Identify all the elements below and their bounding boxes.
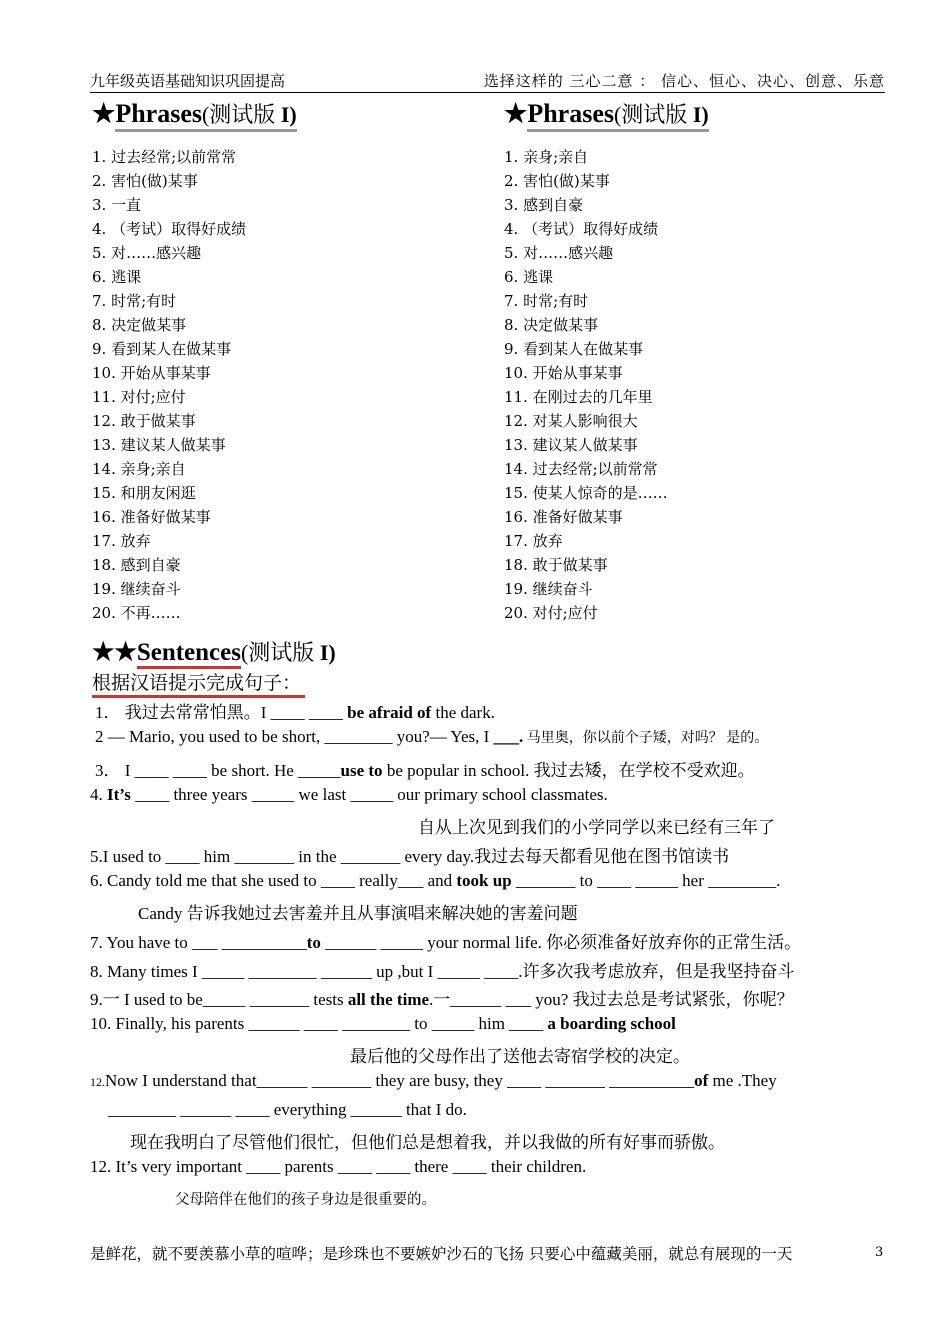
list-item: 14. 亲身;亲自 bbox=[92, 460, 186, 478]
list-item: 2. 害怕(做)某事 bbox=[504, 172, 610, 190]
phrases-title-right: ★Phrases(测试版 I) bbox=[504, 98, 709, 129]
page-number: 3 bbox=[875, 1245, 884, 1260]
star-icon: ★★ bbox=[92, 639, 137, 666]
header-left: 九年级英语基础知识巩固提高 bbox=[90, 72, 286, 90]
list-item: 8. 决定做某事 bbox=[504, 316, 599, 334]
list-item: 17. 放弃 bbox=[504, 532, 563, 550]
list-item: 4. （考试）取得好成绩 bbox=[504, 220, 659, 238]
list-item: 20. 不再…… bbox=[92, 604, 181, 622]
list-item: 17. 放弃 bbox=[92, 532, 151, 550]
sentence-10: 10. Finally, his parents ______ ____ ________ to _____ him ____ a boarding school bbox=[90, 1014, 676, 1033]
list-item: 13. 建议某人做某事 bbox=[504, 436, 638, 454]
phrases-title-left: ★Phrases(测试版 I) bbox=[92, 98, 297, 129]
list-item: 1. 亲身;亲自 bbox=[504, 148, 589, 166]
sentence-3: 3． I ____ ____ be short. He _____use to be popular in school. 我过去矮，在学校不受欢迎。 bbox=[95, 761, 755, 780]
sentence-7: 7. You have to ___ __________to ______ _____ your normal life. 你必须准备好放弃你的正常生活。 bbox=[90, 933, 802, 952]
instruction: 根据汉语提示完成句子： bbox=[92, 668, 305, 698]
list-item: 16. 准备好做某事 bbox=[504, 508, 623, 526]
list-item: 3. 一直 bbox=[92, 196, 142, 214]
list-item: 13. 建议某人做某事 bbox=[92, 436, 226, 454]
list-item: 15. 使某人惊奇的是…… bbox=[504, 484, 668, 502]
sentence-12-cont: ________ ______ ____ everything ______ that I do. bbox=[108, 1100, 467, 1119]
sentence-2: 2 — Mario, you used to be short, ________ you?— Yes, I ___. 马里奥，你以前个子矮，对吗？ 是的。 bbox=[95, 727, 769, 746]
list-item: 3. 感到自豪 bbox=[504, 196, 584, 214]
list-item: 11. 对付;应付 bbox=[92, 388, 186, 406]
list-item: 1. 过去经常;以前常常 bbox=[92, 148, 237, 166]
list-item: 20. 对付;应付 bbox=[504, 604, 598, 622]
list-item: 18. 感到自豪 bbox=[92, 556, 181, 574]
list-item: 5. 对……感兴趣 bbox=[92, 244, 202, 262]
list-item: 9. 看到某人在做某事 bbox=[504, 340, 644, 358]
list-item: 12. 敢于做某事 bbox=[92, 412, 196, 430]
list-item: 16. 准备好做某事 bbox=[92, 508, 211, 526]
phrases-list-left bbox=[92, 145, 246, 625]
header-right: 选择这样的 三心二意 ： 信心、恒心、决心、创意、乐意 bbox=[483, 72, 885, 90]
list-item: 12. 对某人影响很大 bbox=[504, 412, 638, 430]
sentence-4-cn: 自从上次见到我们的小学同学以来已经有三年了 bbox=[418, 818, 775, 837]
footer-quote: 是鲜花，就不要羡慕小草的喧哗；是珍珠也不要嫉妒沙石的飞扬 只要心中蕴藏美丽，就总有展现的一天 bbox=[90, 1245, 793, 1263]
list-item: 6. 逃课 bbox=[92, 268, 142, 286]
list-item: 5. 对……感兴趣 bbox=[504, 244, 614, 262]
list-item: 18. 敢于做某事 bbox=[504, 556, 608, 574]
sentences-title: ★★Sentences(测试版 I) bbox=[92, 636, 336, 667]
sentence-1: 1． 我过去常常怕黑。I ____ ____ be afraid of the dark. bbox=[95, 703, 495, 722]
list-item: 14. 过去经常;以前常常 bbox=[504, 460, 658, 478]
list-item: 7. 时常;有时 bbox=[504, 292, 589, 310]
list-item: 10. 开始从事某事 bbox=[504, 364, 623, 382]
sentence-13: 12. It’s very important ____ parents ____ ____ there ____ their children. bbox=[90, 1157, 587, 1176]
sentence-12: 12.Now I understand that______ _______ they are busy, they ____ _______ __________of me .They bbox=[90, 1071, 777, 1090]
list-item: 9. 看到某人在做某事 bbox=[92, 340, 232, 358]
list-item: 4. （考试）取得好成绩 bbox=[92, 220, 247, 238]
sentence-8: 8. Many times I _____ ________ ______ up ,but I _____ ____.许多次我考虑放弃，但是我坚持奋斗 bbox=[90, 962, 795, 981]
sentence-13-cn: 父母陪伴在他们的孩子身边是很重要的。 bbox=[175, 1192, 436, 1208]
list-item: 2. 害怕(做)某事 bbox=[92, 172, 198, 190]
page-header bbox=[90, 70, 885, 93]
sentence-6: 6. Candy told me that she used to ____ really___ and took up _______ to ____ _____ her ________. bbox=[90, 871, 781, 890]
sentence-10-cn: 最后他的父母作出了送他去寄宿学校的决定。 bbox=[350, 1047, 690, 1066]
list-item: 10. 开始从事某事 bbox=[92, 364, 211, 382]
sentence-4: 4. It’s ____ three years _____ we last _____ our primary school classmates. bbox=[90, 785, 608, 804]
list-item: 7. 时常;有时 bbox=[92, 292, 177, 310]
star-icon: ★ bbox=[504, 99, 528, 128]
sentence-6-cn: Candy 告诉我她过去害羞并且从事演唱来解决她的害羞问题 bbox=[138, 904, 578, 923]
list-item: 19. 继续奋斗 bbox=[92, 580, 181, 598]
list-item: 11. 在刚过去的几年里 bbox=[504, 388, 653, 406]
list-item: 19. 继续奋斗 bbox=[504, 580, 593, 598]
star-icon: ★ bbox=[92, 99, 116, 128]
sentence-12-cn: 现在我明白了尽管他们很忙，但他们总是想着我，并以我做的所有好事而骄傲。 bbox=[130, 1133, 725, 1152]
list-item: 6. 逃课 bbox=[504, 268, 554, 286]
sentence-5: 5.I used to ____ him _______ in the _______ every day.我过去每天都看见他在图书馆读书 bbox=[90, 847, 730, 866]
sentence-9: 9.一 I used to be_____ _______ tests all the time.一______ ___ you? 我过去总是考试紧张，你呢？ bbox=[90, 990, 794, 1009]
list-item: 8. 决定做某事 bbox=[92, 316, 187, 334]
list-item: 15. 和朋友闲逛 bbox=[92, 484, 196, 502]
phrases-list-right bbox=[504, 145, 668, 625]
